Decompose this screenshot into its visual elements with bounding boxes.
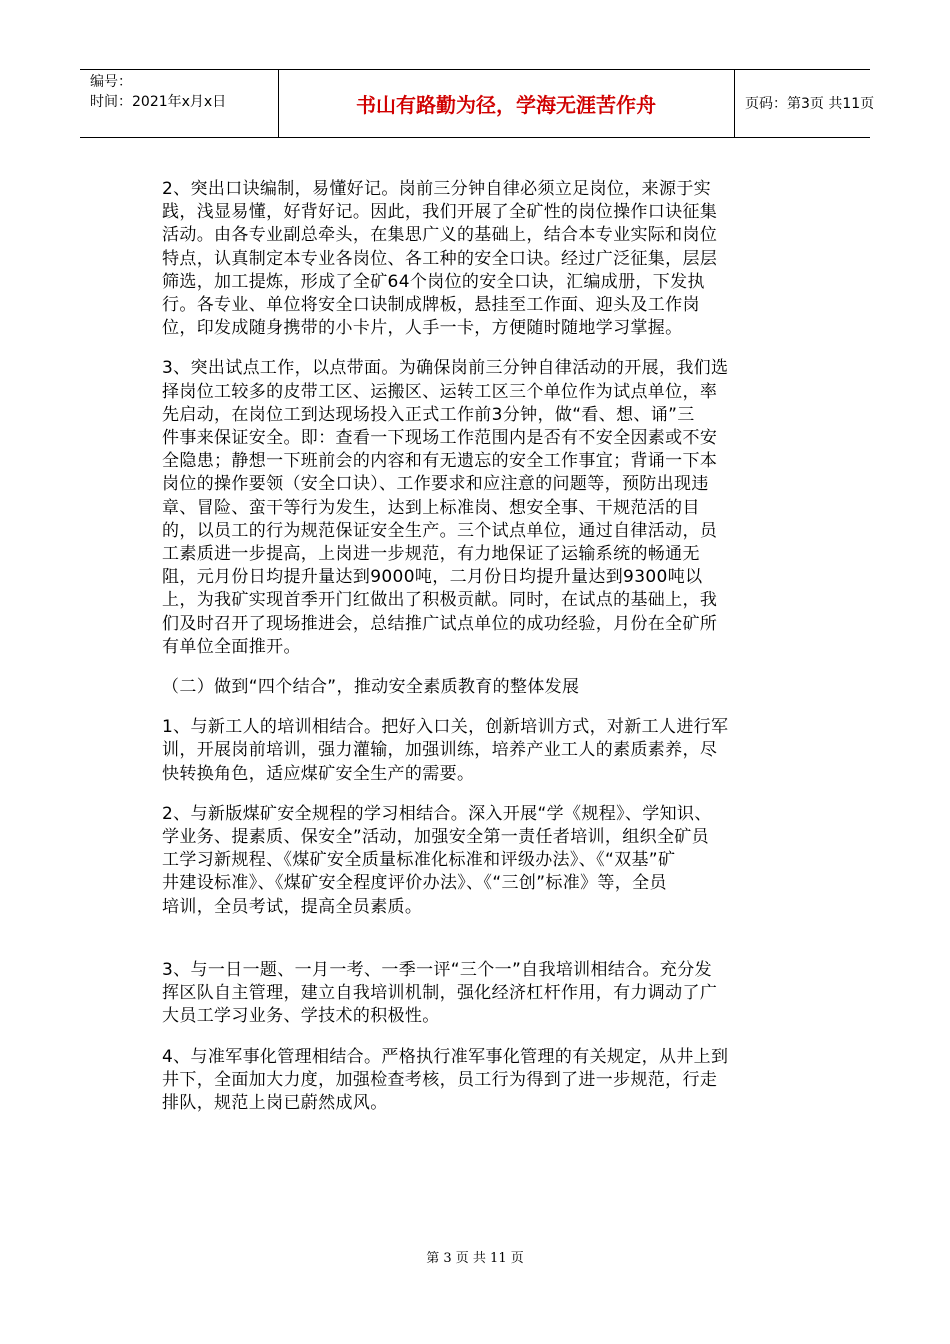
text-line: 培训，全员考试，提高全员素质。	[162, 896, 423, 917]
header-meta-cell	[80, 70, 279, 137]
text-line: 工素质进一步提高，上岗进一步规范，有力地保证了运输系统的畅通无	[162, 544, 700, 565]
text-line: （二）做到“四个结合”，推动安全素质教育的整体发展	[162, 677, 580, 698]
text-line: 井建设标准》、《煤矿安全程度评价办法》、《“三创”标准》等，全员	[162, 873, 667, 894]
text-line: 特点，认真制定本专业各岗位、各工种的安全口诀。经过广泛征集，层层	[162, 248, 718, 269]
page-header	[80, 69, 875, 138]
text-line: 1、与新工人的培训相结合。把好入口关，创新培训方式，对新工人进行军	[162, 717, 729, 738]
text-line: 岗位的操作要领（安全口诀）、工作要求和应注意的问题等，预防出现违	[162, 474, 709, 495]
paragraph-item-1	[162, 716, 792, 786]
text-line: 们及时召开了现场推进会，总结推广试点单位的成功经验，月份在全矿所	[162, 613, 718, 634]
text-line: 3、与一日一题、一月一考、一季一评“三个一”自我培训相结合。充分发	[162, 959, 712, 980]
header-motto-cell	[278, 70, 735, 137]
text-line: 全隐患；静想一下班前会的内容和有无遗忘的安全工作事宜；背诵一下本	[162, 451, 718, 472]
text-line: 上，为我矿实现首季开门红做出了积极贡献。同时，在试点的基础上，我	[162, 590, 718, 611]
text-line: 排队，规范上岗已蔚然成风。	[162, 1092, 388, 1113]
text-line: 阻，元月份日均提升量达到9000吨，二月份日均提升量达到9300吨以	[162, 567, 703, 588]
document-date-label: 时间：2021年x月x日	[90, 94, 227, 110]
text-line: 筛选，加工提炼，形成了全矿64个岗位的安全口诀，汇编成册，下发执	[162, 271, 705, 292]
paragraph-item-2	[162, 178, 792, 340]
text-line: 2、与新版煤矿安全规程的学习相结合。深入开展“学《规程》、学知识、	[162, 803, 712, 824]
text-line: 工学习新规程、《煤矿安全质量标准化标准和评级办法》、《“双基”矿	[162, 850, 676, 871]
text-line: 章、冒险、蛮干等行为发生，达到上标准岗、想安全事、干规范活的目	[162, 497, 700, 518]
text-line: 学业务、提素质、保安全”活动，加强安全第一责任者培训，组织全矿员	[162, 827, 710, 848]
text-line: 3、突出试点工作，以点带面。为确保岗前三分钟自律活动的开展，我们选	[162, 358, 729, 379]
text-line: 践，浅显易懂，好背好记。因此，我们开展了全矿性的岗位操作口诀征集	[162, 202, 718, 223]
section-heading	[162, 676, 792, 699]
text-line: 快转换角色，适应煤矿安全生产的需要。	[162, 763, 475, 784]
text-line: 的，以员工的行为规范保证安全生产。三个试点单位，通过自律活动，员	[162, 520, 718, 541]
paragraph-item-4	[162, 1046, 792, 1116]
header-motto: 书山有路勤为径，学海无涯苦作舟	[356, 93, 656, 117]
text-line: 挥区队自主管理，建立自我培训机制，强化经济杠杆作用，有力调动了广	[162, 983, 718, 1004]
page-footer: 第 3 页 共 11 页	[426, 1251, 524, 1266]
paragraph-item-3	[162, 357, 792, 659]
document-number-label: 编号：	[90, 74, 132, 90]
paragraph-item-3b	[162, 959, 792, 1029]
text-line: 择岗位工较多的皮带工区、运搬区、运转工区三个单位作为试点单位，率	[162, 381, 718, 402]
text-line: 位，印发成随身携带的小卡片，人手一卡，方便随时随地学习掌握。	[162, 318, 683, 339]
text-line: 2、突出口诀编制，易懂好记。岗前三分钟自律必须立足岗位，来源于实	[162, 179, 712, 199]
header-page-cell	[735, 70, 875, 137]
text-line: 大员工学习业务、学技术的积极性。	[162, 1006, 440, 1027]
text-line: 井下，全面加大力度，加强检查考核，员工行为得到了进一步规范，行走	[162, 1069, 718, 1090]
text-line: 行。各专业、单位将安全口诀制成牌板，悬挂至工作面、迎头及工作岗	[162, 295, 700, 316]
header-page-info: 页码：第3页 共11页	[745, 96, 875, 112]
document-body	[162, 178, 792, 1115]
paragraph-item-2b	[162, 803, 792, 919]
text-line: 训，开展岗前培训，强力灌输，加强训练，培养产业工人的素质素养，尽	[162, 740, 718, 761]
text-line: 先启动，在岗位工到达现场投入正式工作前3分钟，做“看、想、诵”三	[162, 404, 695, 425]
text-line: 件事来保证安全。即：查看一下现场工作范围内是否有不安全因素或不安	[162, 428, 718, 449]
text-line: 活动。由各专业副总牵头，在集思广义的基础上，结合本专业实际和岗位	[162, 225, 718, 246]
text-line: 有单位全面推开。	[162, 636, 301, 657]
text-line: 4、与准军事化管理相结合。严格执行准军事化管理的有关规定，从井上到	[162, 1046, 729, 1067]
